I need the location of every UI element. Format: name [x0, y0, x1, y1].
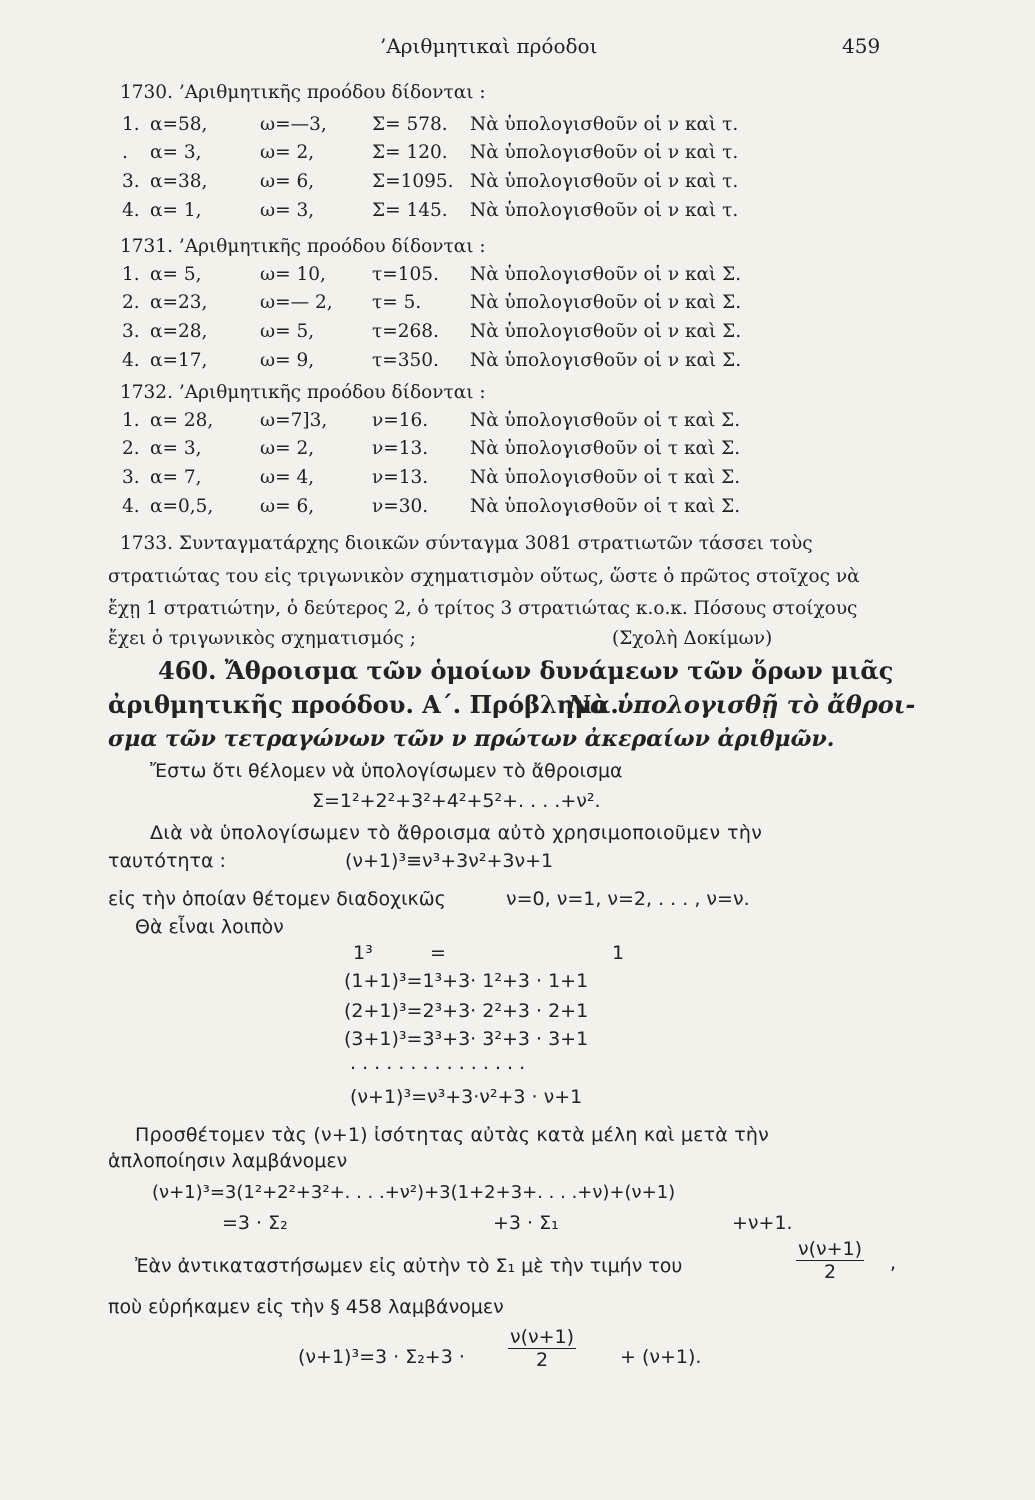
fraction-n-n-plus-1-over-2-a	[796, 1238, 864, 1283]
paragraph-3a: εἰς τὴν ὁποίαν θέτομεν διαδοχικῶς	[108, 888, 446, 910]
exercise-cell-n: 1.	[122, 114, 140, 135]
exercise-cell-s: ν=30.	[372, 496, 429, 517]
exercise-cell-w: ω= 3,	[260, 200, 315, 221]
exercise-1732-intro: 1732. ’Αριθμητικῆς προόδου δίδονται :	[120, 382, 486, 403]
exercise-cell-n: .	[122, 142, 128, 163]
exercise-cell-n: 3.	[122, 467, 140, 488]
exercise-cell-a: α=17,	[150, 350, 208, 371]
exercise-cell-task: Νὰ ὑπολογισθοῦν οἱ τ καὶ Σ.	[470, 467, 741, 488]
page-number: 459	[842, 34, 881, 58]
section-title-line1: 460. Ἄθροισμα τῶν ὁμοίων δυνάμεων τῶν ὅρων μιᾶς	[158, 656, 894, 685]
exercise-cell-a: α=58,	[150, 114, 208, 135]
problem-statement-part2: σμα τῶν τετραγώνων τῶν ν πρώτων ἀκεραίων ἀριθμῶν.	[108, 726, 835, 752]
section-title-line2a: ἀριθμητικῆς προόδου. Α΄. Πρόβλημα.	[108, 690, 619, 719]
exercise-cell-task: Νὰ ὑπολογισθοῦν οἱ τ καὶ Σ.	[470, 410, 741, 431]
exercise-1731-intro: 1731. ’Αριθμητικῆς προόδου δίδονται :	[120, 236, 486, 257]
exercise-cell-task: Νὰ ὑπολογισθοῦν οἱ τ καὶ Σ.	[470, 438, 741, 459]
exercise-1733-line2: στρατιώτας του εἰς τριγωνικὸν σχηματισμὸν οὕτως, ὥστε ὁ πρῶτος στοῖχος νὰ	[108, 566, 860, 587]
section-title-line3	[108, 726, 834, 752]
final-equation-right: + (ν+1).	[620, 1346, 702, 1368]
exercise-cell-w: ω= 4,	[260, 467, 315, 488]
paragraph-6: Ἐὰν ἀντικαταστήσωμεν εἰς αὐτὴν τὸ Σ₁ μὲ τὴν τιμήν του	[135, 1255, 683, 1277]
equation-0-equals: =	[430, 942, 446, 964]
exercise-cell-s: ν=13.	[372, 438, 429, 459]
exercise-cell-w: ω=—3,	[260, 114, 327, 135]
exercise-1733-line4: ἔχει ὁ τριγωνικὸς σχηματισμός ;	[108, 628, 417, 649]
exercise-cell-n: 3.	[122, 321, 140, 342]
paragraph-1: Ἔστω ὅτι θέλομεν νὰ ὑπολογίσωμεν τὸ ἄθροισμα	[150, 760, 623, 782]
exercise-cell-n: 4.	[122, 496, 140, 517]
exercise-cell-w: ω= 5,	[260, 321, 315, 342]
exercise-cell-s: τ= 5.	[372, 292, 422, 313]
equation-dots: . . . . . . . . . . . . . . .	[350, 1052, 526, 1074]
exercise-cell-task: Νὰ ὑπολογισθοῦν οἱ ν καὶ Σ.	[470, 264, 742, 285]
final-equation-left: (ν+1)³=3 · Σ₂+3 ·	[298, 1346, 465, 1368]
exercise-cell-n: 4.	[122, 200, 140, 221]
exercise-cell-s: ν=16.	[372, 410, 429, 431]
fraction-b-denominator: 2	[535, 1349, 549, 1371]
exercise-cell-s: ν=13.	[372, 467, 429, 488]
exercise-cell-s: Σ=1095.	[372, 171, 454, 192]
fraction-a-numerator: ν(ν+1)	[798, 1238, 863, 1260]
exercise-cell-a: α= 1,	[150, 200, 202, 221]
sum-equation-line2c: +ν+1.	[732, 1212, 793, 1234]
exercise-cell-n: 2.	[122, 438, 140, 459]
exercise-cell-a: α=28,	[150, 321, 208, 342]
identity-equation: (ν+1)³≡ν³+3ν²+3ν+1	[345, 850, 554, 872]
exercise-1733-source: (Σχολὴ Δοκίμων)	[612, 628, 773, 649]
equation-n: (ν+1)³=ν³+3·ν²+3 · ν+1	[350, 1086, 583, 1108]
exercise-cell-s: τ=105.	[372, 264, 439, 285]
exercise-cell-a: α=0,5,	[150, 496, 214, 517]
exercise-cell-task: Νὰ ὑπολογισθοῦν οἱ ν καὶ τ.	[470, 200, 739, 221]
exercise-cell-task: Νὰ ὑπολογισθοῦν οἱ ν καὶ Σ.	[470, 292, 742, 313]
exercise-cell-w: ω=— 2,	[260, 292, 333, 313]
paragraph-5b: ἁπλοποίησιν λαμβάνομεν	[108, 1150, 348, 1172]
exercise-1730-intro: 1730. ’Αριθμητικῆς προόδου δίδονται :	[120, 82, 486, 103]
equation-0-right: 1	[612, 942, 625, 964]
fraction-n-n-plus-1-over-2-b	[508, 1326, 576, 1371]
exercise-cell-task: Νὰ ὑπολογισθοῦν οἱ ν καὶ Σ.	[470, 350, 742, 371]
exercise-cell-s: Σ= 120.	[372, 142, 448, 163]
exercise-cell-w: ω= 9,	[260, 350, 315, 371]
paragraph-3b: ν=0, ν=1, ν=2, . . . , ν=ν.	[506, 888, 750, 910]
exercise-cell-n: 3.	[122, 171, 140, 192]
exercise-cell-task: Νὰ ὑπολογισθοῦν οἱ τ καὶ Σ.	[470, 496, 741, 517]
exercise-1733-line3: ἔχῃ 1 στρατιώτην, ὁ δεύτερος 2, ὁ τρίτος 3 στρατιώτας κ.ο.κ. Πόσους στοίχους	[108, 598, 858, 619]
paragraph-4: Θὰ εἶναι λοιπὸν	[135, 916, 284, 938]
exercise-cell-s: Σ= 578.	[372, 114, 448, 135]
fraction-a-denominator: 2	[823, 1261, 837, 1283]
equation-2: (2+1)³=2³+3· 2²+3 · 2+1	[344, 1000, 589, 1022]
exercise-cell-a: α= 7,	[150, 467, 202, 488]
exercise-cell-w: ω= 6,	[260, 496, 315, 517]
exercise-cell-w: ω= 2,	[260, 438, 315, 459]
exercise-cell-w: ω= 10,	[260, 264, 326, 285]
exercise-cell-s: Σ= 145.	[372, 200, 448, 221]
paragraph-6-end: ,	[890, 1252, 897, 1274]
exercise-cell-w: ω= 6,	[260, 171, 315, 192]
exercise-cell-task: Νὰ ὑπολογισθοῦν οἱ ν καὶ τ.	[470, 114, 739, 135]
sum-equation-line2b: +3 · Σ₁	[493, 1212, 559, 1234]
equation-sum: Σ=1²+2²+3²+4²+5²+. . . .+ν².	[312, 790, 601, 812]
equation-0-left: 1³	[353, 942, 373, 964]
exercise-cell-a: α= 28,	[150, 410, 214, 431]
exercise-cell-a: α= 3,	[150, 142, 202, 163]
sum-equation-line2a: =3 · Σ₂	[222, 1212, 288, 1234]
exercise-1733-line1: 1733. Συνταγματάρχης διοικῶν σύνταγμα 3081 στρατιωτῶν τάσσει τοὺς	[120, 533, 813, 554]
sum-equation-line1: (ν+1)³=3(1²+2²+3²+. . . .+ν²)+3(1+2+3+. . . .+ν)+(ν+1)	[152, 1182, 676, 1203]
exercise-cell-a: α=38,	[150, 171, 208, 192]
paragraph-2b: ταυτότητα :	[108, 850, 226, 872]
paragraph-5a: Προσθέτομεν τὰς (ν+1) ἰσότητας αὐτὰς κατὰ μέλη καὶ μετὰ τὴν	[135, 1124, 769, 1146]
fraction-b-numerator: ν(ν+1)	[510, 1326, 575, 1348]
exercise-cell-task: Νὰ ὑπολογισθοῦν οἱ ν καὶ τ.	[470, 142, 739, 163]
exercise-cell-a: α= 3,	[150, 438, 202, 459]
exercise-cell-a: α= 5,	[150, 264, 202, 285]
exercise-cell-task: Νὰ ὑπολογισθοῦν οἱ ν καὶ τ.	[470, 171, 739, 192]
paragraph-7: ποὺ εὑρήκαμεν εἰς τὴν § 458 λαμβάνομεν	[108, 1296, 504, 1318]
exercise-cell-task: Νὰ ὑπολογισθοῦν οἱ ν καὶ Σ.	[470, 321, 742, 342]
section-title-line2b	[568, 690, 915, 719]
equation-1: (1+1)³=1³+3· 1²+3 · 1+1	[344, 970, 589, 992]
equation-3: (3+1)³=3³+3· 3²+3 · 3+1	[344, 1028, 589, 1050]
exercise-cell-s: τ=350.	[372, 350, 439, 371]
exercise-cell-a: α=23,	[150, 292, 208, 313]
exercise-cell-n: 2.	[122, 292, 140, 313]
exercise-cell-n: 1.	[122, 410, 140, 431]
problem-statement-part1: Νὰ ὑπολογισθῇ τὸ ἄθροι-	[568, 690, 916, 719]
exercise-cell-w: ω= 2,	[260, 142, 315, 163]
running-header: ’Αριθμητικαὶ πρόοδοι	[380, 34, 598, 58]
exercise-cell-n: 1.	[122, 264, 140, 285]
exercise-cell-w: ω=7]3,	[260, 410, 328, 431]
paragraph-2a: Διὰ νὰ ὑπολογίσωμεν τὸ ἄθροισμα αὐτὸ χρησιμοποιοῦμεν τὴν	[150, 822, 763, 844]
exercise-cell-s: τ=268.	[372, 321, 439, 342]
exercise-cell-n: 4.	[122, 350, 140, 371]
